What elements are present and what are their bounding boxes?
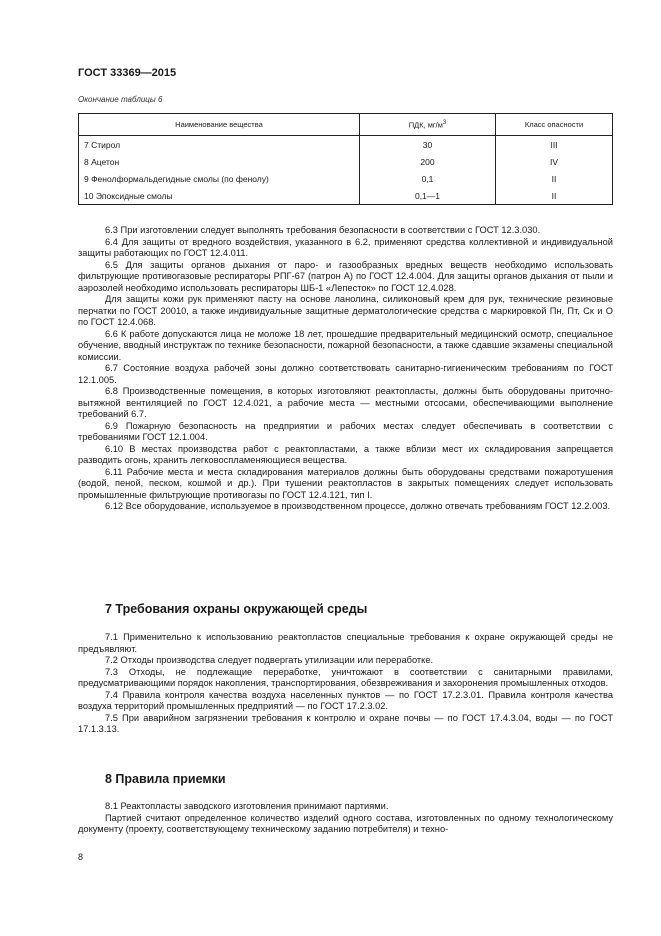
paragraph: 6.7 Состояние воздуха рабочей зоны должно соответствовать санитарно-гигиеническим требованиям по ГОСТ 12.1.005. xyxy=(78,363,613,385)
section-8-heading: 8 Правила приемки xyxy=(105,772,226,786)
header-pdk-superscript: 3 xyxy=(442,119,447,126)
cell-substance: 8 Ацетон xyxy=(79,153,360,170)
paragraph: 6.5 Для защиты органов дыхания от паро- и газообразных вредных веществ необходимо использовать фильтрующие противогазовые респираторы РПГ-67 (патрон А) по ГОСТ 12.4.004. Для защиты органов дыхания от пыли и аэрозолей необходимо использовать респираторы ШБ-1 «Лепесток» по ГОСТ 12.4.028. xyxy=(78,259,613,293)
cell-substance: 7 Стирол xyxy=(79,136,360,154)
paragraph: 6.11 Рабочие места и места складирования материалов должны быть оборудованы средствами пожаротушения (водой, пеной, песком, кошмой и др.). При тушении реактопластов в закрытых помещениях следует использовать промышленные фильтрующие противогазы по ГОСТ 12.4.121, тип I. xyxy=(78,466,613,500)
paragraph: 7.3 Отходы, не подлежащие переработке, уничтожают в соответствии с санитарными правилами, предусматривающими порядок накопления, транспортирования, обезвреживания и захоронения промышленных отходов. xyxy=(78,666,613,688)
table-header-row xyxy=(79,114,613,136)
section-8-text xyxy=(78,801,613,836)
header-pdk-label: ПДК, мг/м xyxy=(408,120,443,130)
cell-class: IV xyxy=(496,153,613,170)
section-7-text xyxy=(78,632,613,736)
header-pdk xyxy=(360,114,496,136)
table-row xyxy=(79,187,613,205)
paragraph: 6.9 Пожарную безопасность на предприятии и рабочих местах следует обеспечивать в соответствии с требованиями ГОСТ 12.1.004. xyxy=(78,420,613,442)
cell-class: II xyxy=(496,170,613,187)
paragraph: Партией считают определенное количество изделий одного состава, изготовленных по одному технологическому документу (проекту, соответствующему техническому заданию потребителя) и техно- xyxy=(78,812,613,834)
header-substance-name: Наименование вещества xyxy=(79,114,360,136)
cell-pdk: 0,1—1 xyxy=(360,187,496,205)
cell-substance: 9 Фенолформальдегидные смолы (по фенолу) xyxy=(79,170,360,187)
paragraph: 6.6 К работе допускаются лица не моложе 18 лет, прошедшие предварительный медицинский осмотр, специальное обучение, вводный инструктаж по технике безопасности, пожарной безопасности, а также сдавшие экзамены специальной комиссии. xyxy=(78,328,613,362)
paragraph: 6.10 В местах производства работ с реактопластами, а также вблизи мест их складирования запрещается разводить огонь, хранить легковоспламеняющиеся вещества. xyxy=(78,443,613,465)
paragraph: 6.3 При изготовлении следует выполнять требования безопасности в соответствии с ГОСТ 12.3.030. xyxy=(105,225,541,235)
paragraph: 7.1 Применительно к использованию реактопластов специальные требования к охране окружающей среды не предъявляют. xyxy=(78,632,613,654)
table-caption: Окончание таблицы 6 xyxy=(78,95,163,104)
cell-class: III xyxy=(496,136,613,154)
paragraph: 7.4 Правила контроля качества воздуха населенных пунктов — по ГОСТ 17.2.3.01. Правила контроля качества воздуха территорий промышленных предприятий — по ГОСТ 17.2.3.02. xyxy=(78,689,613,711)
paragraph: 6.4 Для защиты от вредного воздействия, указанного в 6.2, применяют средства коллективной и индивидуальной защиты работающих по ГОСТ 12.4.011. xyxy=(78,236,613,258)
cell-class: II xyxy=(496,187,613,205)
cell-pdk: 30 xyxy=(360,136,496,154)
standard-code: ГОСТ 33369—2015 xyxy=(78,67,177,79)
paragraph: Для защиты кожи рук применяют пасту на основе ланолина, силиконовый крем для рук, технические резиновые перчатки по ГОСТ 20010, а также индивидуальные защитные дерматологические средства с маркировкой Пн, Пт, Ск и О по ГОСТ 12.4.068. xyxy=(78,294,613,327)
header-hazard-class: Класс опасности xyxy=(496,114,613,136)
cell-pdk: 0,1 xyxy=(360,170,496,187)
paragraph: 7.2 Отходы производства следует подвергать утилизации или переработке. xyxy=(105,655,434,665)
section-6-text xyxy=(78,225,613,513)
table-row xyxy=(79,153,613,170)
page-number: 8 xyxy=(78,852,84,862)
paragraph: 6.8 Производственные помещения, в которых изготовляют реактопласты, должны быть оборудованы приточно-вытяжной вентиляцией по ГОСТ 12.4.021, а рабочие места — местными отсосами, обеспечивающими выполнение требований 6.7. xyxy=(78,386,613,419)
table-row xyxy=(79,136,613,154)
paragraph: 8.1 Реактопласты заводского изготовления принимают партиями. xyxy=(105,801,389,811)
substances-table xyxy=(78,113,613,205)
cell-substance: 10 Эпоксидные смолы xyxy=(79,187,360,205)
paragraph: 7.5 При аварийном загрязнении требования к контролю и охране почвы — по ГОСТ 17.4.3.04, воды — по ГОСТ 17.1.3.13. xyxy=(78,712,613,734)
cell-pdk: 200 xyxy=(360,153,496,170)
paragraph: 6.12 Все оборудование, используемое в производственном процессе, должно отвечать требованиям ГОСТ 12.2.003. xyxy=(105,501,611,511)
section-7-heading: 7 Требования охраны окружающей среды xyxy=(105,602,368,616)
table-row xyxy=(79,170,613,187)
